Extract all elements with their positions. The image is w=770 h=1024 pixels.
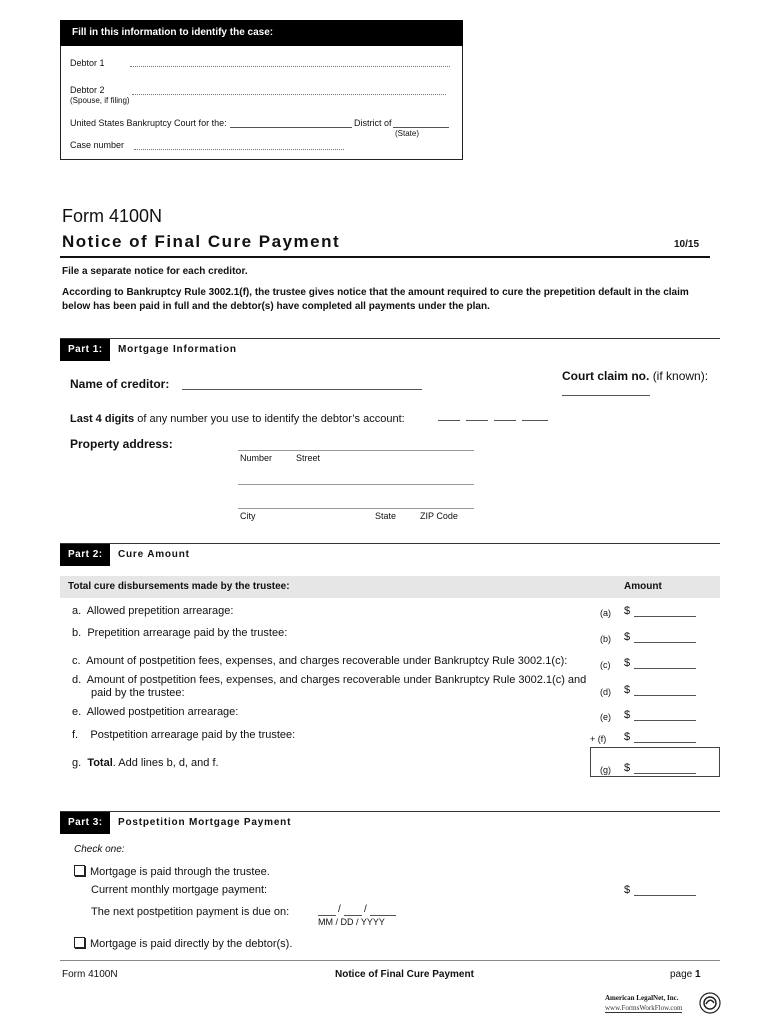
district-label: District of <box>354 118 392 128</box>
cure-row-a <box>72 605 233 617</box>
digits-label-bold: Last 4 digits <box>70 413 135 425</box>
court-label: United States Bankruptcy Court for the: <box>70 118 227 128</box>
claim-label-bold: Court claim no. <box>562 369 650 383</box>
form-title: Notice of Final Cure Payment <box>62 232 341 251</box>
state-sublabel: (State) <box>395 129 420 138</box>
case-info-header <box>60 20 463 46</box>
row-e-currency: $ <box>624 709 631 721</box>
case-number-label: Case number <box>70 140 125 150</box>
title-rule <box>60 256 710 258</box>
date-slash-2: / <box>364 904 367 915</box>
publisher-seal-icon <box>699 992 721 1014</box>
digits-label <box>70 413 405 425</box>
row-label: Allowed prepetition arrearage: <box>86 605 234 617</box>
publisher-url: www.FormsWorkFlow.com <box>605 1004 683 1012</box>
digit2-field[interactable] <box>466 420 488 421</box>
page-label: page <box>670 969 693 980</box>
digit1-field[interactable] <box>438 420 460 421</box>
row-b-letter: (b) <box>600 634 611 644</box>
district-field[interactable] <box>393 127 449 128</box>
claim-label-rest: (if known): <box>652 369 709 383</box>
row-label: Amount of postpetition fees, expenses, and charges recoverable under Bankruptcy Rule 3002.1(c): <box>86 655 568 667</box>
publisher-name: American LegalNet, Inc. <box>605 994 679 1002</box>
publisher-logo <box>605 994 719 1016</box>
row-prefix: e. <box>72 706 82 718</box>
row-b-currency: $ <box>624 631 631 643</box>
cure-row-f <box>72 729 295 741</box>
part3-tab: Part 3: <box>60 812 110 834</box>
address-line2-field[interactable] <box>238 484 474 485</box>
option-trustee[interactable] <box>74 865 270 878</box>
cure-table-header-text: Total cure disbursements made by the trustee: <box>68 581 290 592</box>
row-g-letter: (g) <box>600 765 611 775</box>
footer-rule <box>60 960 720 961</box>
property-address-label: Property address: <box>70 437 173 451</box>
case-number-field[interactable] <box>134 149 344 150</box>
cure-row-d-line2: paid by the trustee: <box>91 687 185 699</box>
cure-row-d <box>72 674 586 686</box>
part1-bar <box>60 338 720 361</box>
monthly-payment-field[interactable] <box>634 895 696 896</box>
debtor1-field[interactable] <box>130 66 450 67</box>
row-prefix: b. <box>72 627 82 639</box>
row-e-letter: (e) <box>600 712 611 722</box>
cure-table-header <box>60 576 720 598</box>
state-sublabel: State <box>375 511 397 521</box>
date-mm-field[interactable] <box>318 915 336 916</box>
monthly-payment-label: Current monthly mortgage payment: <box>91 884 268 896</box>
row-c-amount-field[interactable] <box>634 668 696 669</box>
digit3-field[interactable] <box>494 420 516 421</box>
row-d-currency: $ <box>624 684 631 696</box>
row-a-letter: (a) <box>600 608 611 618</box>
date-slash-1: / <box>338 904 341 915</box>
cure-row-b <box>72 627 287 639</box>
row-a-currency: $ <box>624 605 631 617</box>
row-f-letter: + (f) <box>590 734 607 744</box>
digits-label-rest: of any number you use to identify the debtor’s account: <box>137 413 405 425</box>
row-prefix: f. <box>72 729 79 741</box>
amount-header: Amount <box>624 581 662 592</box>
intro-text: According to Bankruptcy Rule 3002.1(f), the trustee gives notice that the amount required to cure the prepetition default in the claim below has been paid in full and the debtor(s) have completed all payments under the plan. <box>62 287 689 312</box>
form-id: Form 4100N <box>62 206 163 226</box>
part2-title: Cure Amount <box>118 549 190 560</box>
part2-bar <box>60 543 720 566</box>
row-label: Allowed postpetition arrearage: <box>86 706 239 718</box>
part2-tab: Part 2: <box>60 544 110 566</box>
part3-title: Postpetition Mortgage Payment <box>118 817 292 828</box>
date-yyyy-field[interactable] <box>370 915 396 916</box>
part1-tab: Part 1: <box>60 339 110 361</box>
creditor-field[interactable] <box>182 389 422 390</box>
footer-page <box>670 969 701 980</box>
row-c-letter: (c) <box>600 660 611 670</box>
row-d-letter: (d) <box>600 687 611 697</box>
row-g-amount-field[interactable] <box>634 773 696 774</box>
part1-title: Mortgage Information <box>118 344 237 355</box>
instruction-text: File a separate notice for each creditor. <box>62 266 248 277</box>
row-label: Postpetition arrearage paid by the trustee: <box>90 729 296 741</box>
creditor-label: Name of creditor: <box>70 377 170 391</box>
total-prefix: g. <box>72 757 82 769</box>
option-direct-label: Mortgage is paid directly by the debtor(s). <box>90 938 293 950</box>
row-b-amount-field[interactable] <box>634 642 696 643</box>
check-one-label: Check one: <box>74 844 125 855</box>
total-rest: . Add lines b, d, and f. <box>112 757 219 769</box>
row-prefix: a. <box>72 605 82 617</box>
court-field[interactable] <box>230 127 352 128</box>
row-prefix: c. <box>72 655 81 667</box>
cure-row-e <box>72 706 238 718</box>
monthly-currency: $ <box>624 884 631 896</box>
total-bold: Total <box>87 757 113 769</box>
row-c-currency: $ <box>624 657 631 669</box>
footer-title: Notice of Final Cure Payment <box>335 969 474 980</box>
claim-label <box>562 369 708 383</box>
row-d-amount-field[interactable] <box>634 695 696 696</box>
debtor2-label: Debtor 2 <box>70 85 105 95</box>
cure-row-total <box>72 757 219 769</box>
row-label: Prepetition arrearage paid by the trustee: <box>87 627 288 639</box>
trustee-checkbox[interactable] <box>74 865 85 876</box>
cure-row-c <box>72 655 567 667</box>
debtor2-sublabel: (Spouse, if filing) <box>70 96 130 105</box>
street-sublabel: Street <box>296 453 321 463</box>
option-trustee-label: Mortgage is paid through the trustee. <box>90 866 270 878</box>
claim-number-field[interactable] <box>562 395 650 396</box>
date-format-sublabel: MM / DD / YYYY <box>318 917 385 927</box>
case-info-header-text: Fill in this information to identify the case: <box>72 27 274 38</box>
date-dd-field[interactable] <box>344 915 362 916</box>
city-state-zip-field[interactable] <box>238 508 474 509</box>
row-f-amount-field[interactable] <box>634 742 696 743</box>
next-payment-label: The next postpetition payment is due on: <box>91 906 290 918</box>
part3-bar <box>60 811 720 834</box>
digit4-field[interactable] <box>522 420 548 421</box>
row-prefix: d. <box>72 674 82 686</box>
debtor1-label: Debtor 1 <box>70 58 105 68</box>
number-sublabel: Number <box>240 453 273 463</box>
option-direct[interactable] <box>74 937 292 950</box>
row-a-amount-field[interactable] <box>634 616 696 617</box>
row-g-currency: $ <box>624 762 631 774</box>
street-field[interactable] <box>238 450 474 451</box>
row-label: Amount of postpetition fees, expenses, and charges recoverable under Bankruptcy Rule 3002.1(c) and <box>86 674 587 686</box>
zip-sublabel: ZIP Code <box>420 511 458 521</box>
page-number: 1 <box>695 969 701 980</box>
debtor2-field[interactable] <box>132 94 446 95</box>
direct-checkbox[interactable] <box>74 937 85 948</box>
row-e-amount-field[interactable] <box>634 720 696 721</box>
city-sublabel: City <box>240 511 256 521</box>
row-f-currency: $ <box>624 731 631 743</box>
form-revision: 10/15 <box>674 239 700 250</box>
footer-form-id: Form 4100N <box>62 969 118 980</box>
